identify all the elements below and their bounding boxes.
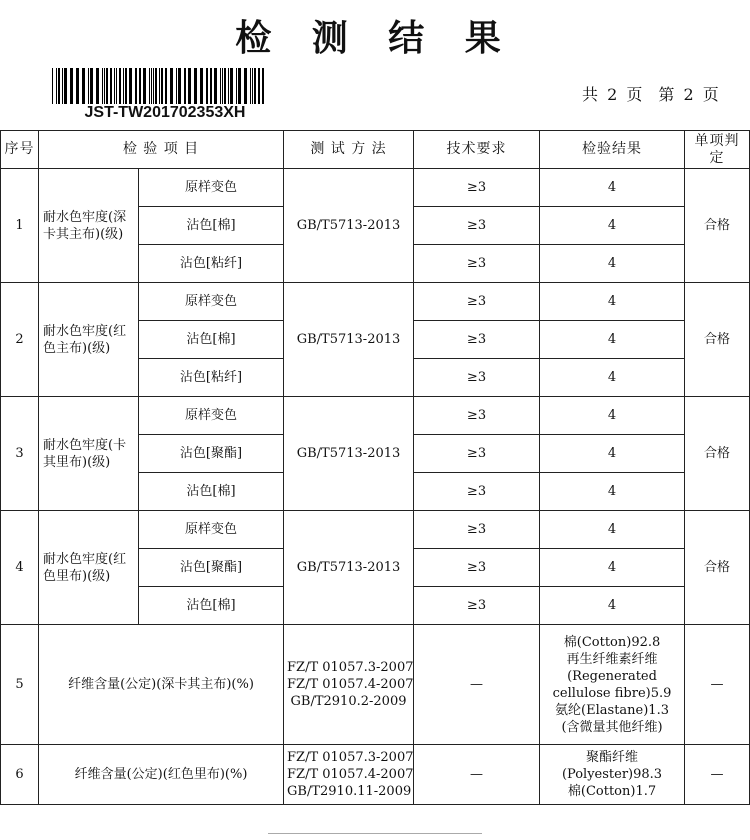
row-number: 2 [1,283,39,397]
barcode-bar [96,68,99,104]
barcode-bar [52,68,53,104]
requirement: ≥3 [414,473,540,511]
barcode-bar [170,68,173,104]
barcode-bar [258,68,260,104]
barcode-bar [129,68,132,104]
result: 4 [540,587,685,625]
test-item: 耐水色牢度(深卡其主布)(级) [39,169,139,283]
barcode-bar [151,68,152,104]
header-result: 检验结果 [540,131,685,169]
barcode-bar [90,68,93,104]
table-row [1,625,750,745]
test-method: GB/T5713-2013 [284,169,414,283]
sub-item: 沾色[聚酯] [139,549,284,587]
sub-item: 原样变色 [139,511,284,549]
method-line: FZ/T 01057.4-2007 [287,677,414,692]
barcode-bar [206,68,208,104]
test-item: 耐水色牢度(卡其里布)(级) [39,397,139,511]
sub-item: 沾色[棉] [139,587,284,625]
barcode-bar [70,68,73,104]
barcode-bar [236,68,237,104]
barcode-bar [102,68,103,104]
table-header-row [1,131,750,169]
verdict: 合格 [685,511,750,625]
method-line: FZ/T 01057.3-2007 [287,660,414,675]
page-current: 第 2 页 [658,85,721,104]
result [540,625,685,745]
requirement: ≥3 [414,245,540,283]
verdict: 合格 [685,169,750,283]
barcode-bar [165,68,167,104]
barcode-bar [230,68,233,104]
barcode-number: JST-TW201702353XH [84,104,246,121]
barcode-bar [119,68,121,104]
barcode-bar [210,68,212,104]
requirement: — [414,745,540,805]
test-method: GB/T5713-2013 [284,397,414,511]
result: 4 [540,283,685,321]
barcode-bar [139,68,141,104]
barcode-bar [188,68,191,104]
barcode-bar [153,68,154,104]
verdict: — [685,625,750,745]
result: 4 [540,397,685,435]
result-line: (Regenerated [567,668,657,684]
barcode-bar [123,68,124,104]
result-line: 聚酯纤维 [586,750,639,765]
barcode-bar [64,68,67,104]
barcode-bar [238,68,241,104]
barcode-bar [62,68,63,104]
result-line: 棉(Cotton)1.7 [567,784,657,799]
barcode-bar [194,68,197,104]
requirement: ≥3 [414,283,540,321]
barcode-bar [125,68,127,104]
row-number: 6 [1,745,39,805]
page-info [582,82,735,105]
sub-item: 沾色[棉] [139,207,284,245]
test-item: 耐水色牢度(红色里布)(级) [39,511,139,625]
barcode-bar [184,68,186,104]
test-method [284,625,414,745]
method-line: FZ/T 01057.4-2007 [287,767,414,782]
page-divider [268,833,482,834]
barcode-bar [178,68,181,104]
sub-item: 原样变色 [139,397,284,435]
row-number: 3 [1,397,39,511]
sub-item: 原样变色 [139,169,284,207]
table-row [1,169,750,207]
requirement: ≥3 [414,511,540,549]
test-method: GB/T5713-2013 [284,283,414,397]
header-requirement: 技术要求 [414,131,540,169]
barcode-bar [106,68,108,104]
barcode-bar [214,68,217,104]
requirement: ≥3 [414,587,540,625]
barcode-bar [110,68,112,104]
requirement: ≥3 [414,359,540,397]
verdict: 合格 [685,397,750,511]
sub-item: 沾色[粘纤] [139,359,284,397]
sub-item: 沾色[聚酯] [139,435,284,473]
test-method [284,745,414,805]
result: 4 [540,169,685,207]
barcode-bar [104,68,105,104]
requirement: ≥3 [414,435,540,473]
barcode-bar [114,68,115,104]
barcode-bar [228,68,229,104]
requirement: — [414,625,540,745]
barcode-bar [244,68,247,104]
report-title: 检 测 结 果 [235,18,515,59]
barcode-bar [250,68,251,104]
row-number: 4 [1,511,39,625]
barcode-bar [220,68,221,104]
result-line: (Polyester)98.3 [561,767,663,782]
row-number: 5 [1,625,39,745]
barcode-bar [200,68,203,104]
table-row [1,397,750,435]
test-method: GB/T5713-2013 [284,511,414,625]
sub-item: 沾色[棉] [139,473,284,511]
result: 4 [540,473,685,511]
header-item: 检 验 项 目 [39,131,284,169]
result: 4 [540,207,685,245]
table-row [1,283,750,321]
results-table [0,130,750,805]
barcode-bar [161,68,163,104]
method-line: FZ/T 01057.3-2007 [287,750,414,765]
barcode-bar [252,68,253,104]
table-row [1,745,750,805]
test-item: 耐水色牢度(红色主布)(级) [39,283,139,397]
header-verdict: 单项判定 [685,131,750,169]
result-line: 氨纶(Elastane)1.3 [555,702,669,718]
barcode-bar [76,68,79,104]
requirement: ≥3 [414,169,540,207]
result-line: 再生纤维素纤维 [566,651,658,667]
requirement: ≥3 [414,397,540,435]
header-method: 测 试 方 法 [284,131,414,169]
sub-item: 沾色[棉] [139,321,284,359]
verdict: — [685,745,750,805]
page-total: 共 2 页 [582,85,645,104]
barcode-bar [88,68,89,104]
barcode-bar [82,68,85,104]
requirement: ≥3 [414,321,540,359]
barcode-bar [143,68,146,104]
result [540,745,685,805]
test-item: 纤维含量(公定)(深卡其主布)(%) [39,625,284,745]
barcode-bar [262,68,264,104]
result: 4 [540,435,685,473]
barcode-bar [176,68,177,104]
result-line: (含微量其他纤维) [561,719,663,735]
barcode-bar [149,68,150,104]
header-no: 序号 [1,131,39,169]
result-line: cellulose fibre)5.9 [552,685,672,701]
method-line: GB/T2910.11-2009 [287,784,412,799]
sub-item: 原样变色 [139,283,284,321]
row-number: 1 [1,169,39,283]
requirement: ≥3 [414,549,540,587]
barcode-image [52,68,268,104]
verdict: 合格 [685,283,750,397]
result: 4 [540,245,685,283]
result-line: 棉(Cotton)92.8 [563,634,661,650]
result: 4 [540,511,685,549]
barcode-bar [116,68,117,104]
result: 4 [540,321,685,359]
requirement: ≥3 [414,207,540,245]
test-item: 纤维含量(公定)(红色里布)(%) [39,745,284,805]
barcode-bar [58,68,60,104]
barcode-bar [155,68,157,104]
barcode-bar [222,68,223,104]
method-line: GB/T2910.2-2009 [290,694,407,709]
result: 4 [540,549,685,587]
barcode-bar [159,68,160,104]
sub-item: 沾色[粘纤] [139,245,284,283]
result: 4 [540,359,685,397]
barcode-bar [135,68,137,104]
table-row [1,511,750,549]
barcode-bar [56,68,57,104]
barcode-bar [224,68,226,104]
barcode-bar [254,68,256,104]
